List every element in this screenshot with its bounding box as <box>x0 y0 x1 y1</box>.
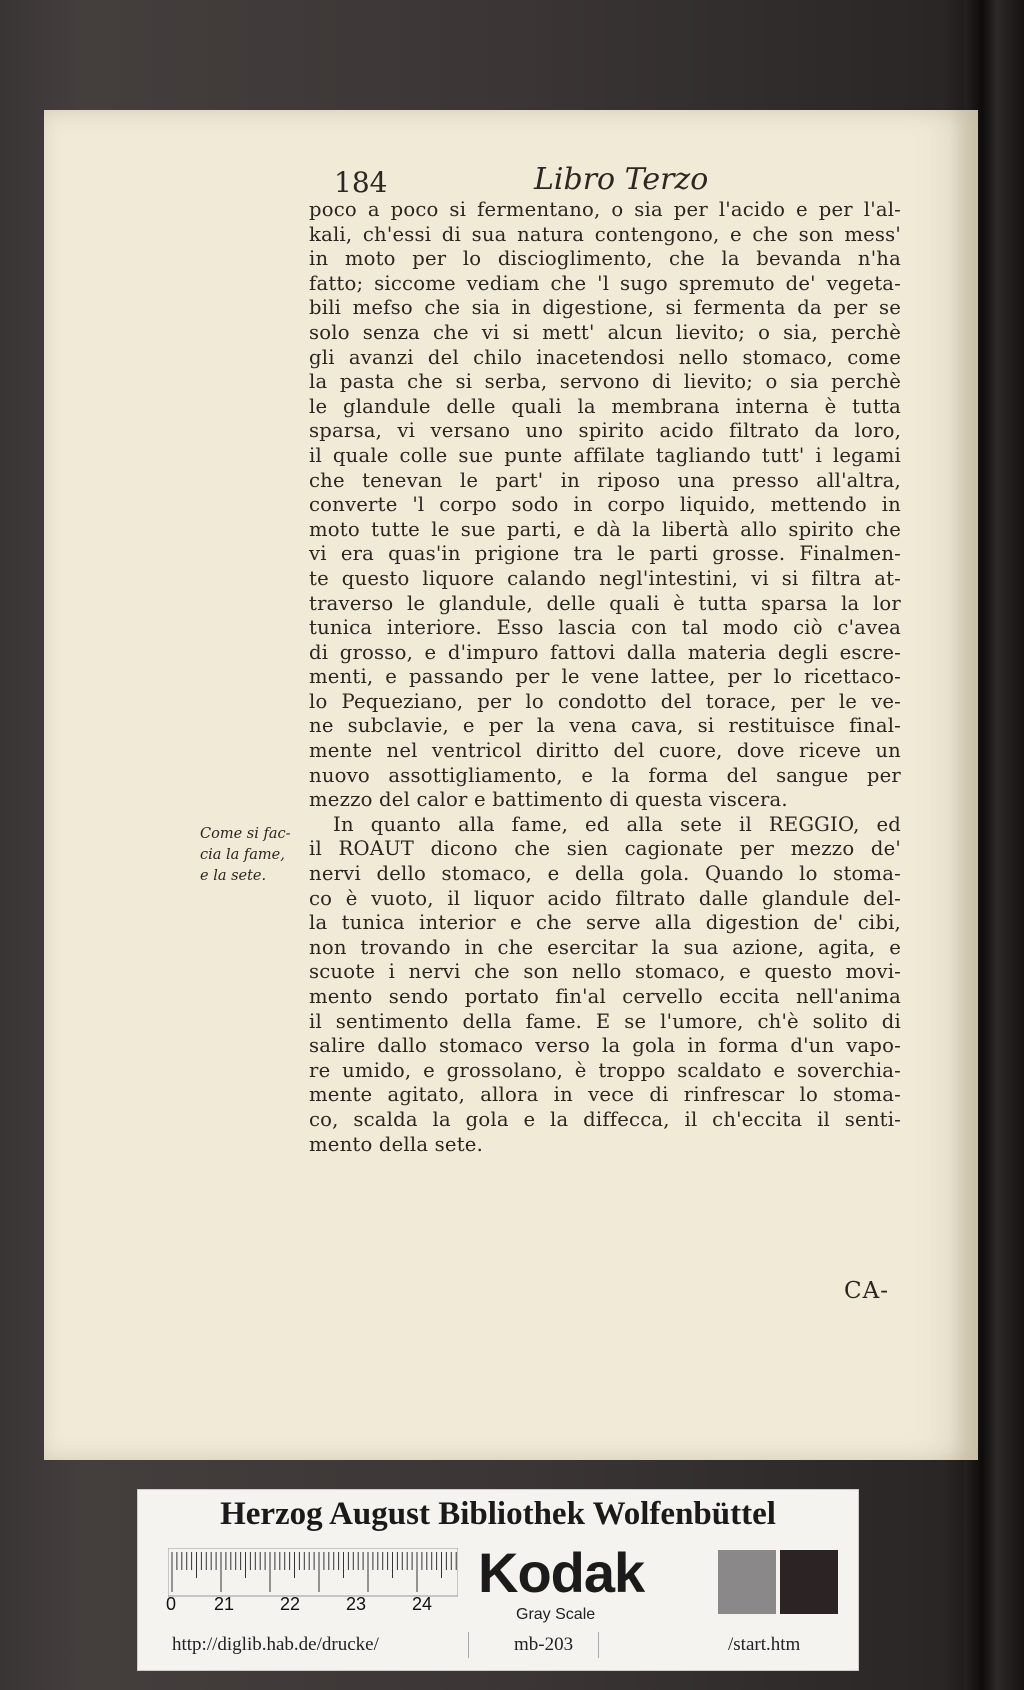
text-line: vi era quas'in prigione tra le parti grosse. Finalmen- <box>309 542 901 566</box>
text-line: mento sendo portato fin'al cervello eccita nell'anima <box>309 985 901 1008</box>
marginal-note <box>200 824 310 887</box>
item-code: mb-203 <box>514 1634 574 1655</box>
text-line: co è vuoto, il liquor acido filtrato dalle glandule del- <box>309 886 901 910</box>
text-line: fatto; siccome vediam che 'l sugo spremuto de' vegeta- <box>309 271 901 295</box>
marginal-note-line: Come si fac- <box>200 826 291 842</box>
text-line: lo Pequeziano, per lo condotto del torace, per le ve- <box>309 689 901 713</box>
card-footer <box>138 1628 858 1664</box>
text-line: scuote i nervi che son nello stomaco, e questo movi- <box>309 960 901 984</box>
catchword: CA- <box>844 1278 889 1304</box>
text-line: moto tutte le sue parti, e dà la libertà allo spirito che <box>309 517 901 541</box>
book-page <box>44 110 978 1460</box>
text-line: mezzo del calor e battimento di questa viscera. <box>309 788 788 812</box>
running-title: Libro Terzo <box>534 162 709 197</box>
text-line: la tunica interior e che serve alla digestion de' cibi, <box>309 911 901 935</box>
start-path: /start.htm <box>728 1634 801 1655</box>
marginal-note-line: e la sete. <box>200 868 267 884</box>
source-url: http://diglib.hab.de/drucke/ <box>172 1634 379 1655</box>
ruler-label: 24 <box>412 1594 433 1614</box>
text-line: il sentimento della fame. E se l'umore, ch'è solito di <box>309 1009 901 1033</box>
kodak-logo: Kodak <box>478 1541 645 1604</box>
text-line: sparsa, vi versano uno spirito acido filtrato da loro, <box>309 419 901 443</box>
text-line: non trovando in che esercitar la sua azione, agita, e <box>309 935 901 959</box>
page-gutter-shadow <box>950 110 978 1460</box>
text-line: salire dallo stomaco verso la gola in forma d'un vapo- <box>309 1034 901 1058</box>
text-line: mente agitato, allora in vece di rinfrescar lo stoma- <box>309 1083 901 1107</box>
text-line: mente nel ventricol diritto del cuore, dove riceve un <box>309 739 901 763</box>
ruler-label: 22 <box>280 1594 301 1614</box>
library-calibration-card <box>137 1489 859 1671</box>
text-line: converte 'l corpo sodo in corpo liquido, mettendo in <box>309 493 901 517</box>
gray-swatch <box>718 1550 776 1614</box>
gray-scale-label: Gray Scale <box>516 1606 596 1623</box>
page-number: 184 <box>334 166 388 199</box>
footer-divider <box>468 1632 469 1658</box>
text-line: nuovo assottigliamento, e la forma del sangue per <box>309 763 901 787</box>
text-line: te questo liquore calando negl'intestini, vi si filtra at- <box>309 566 901 590</box>
text-line: nervi dello stomaco, e della gola. Quando lo stoma- <box>309 862 901 886</box>
text-line: menti, e passando per le vene lattee, per lo ricettaco- <box>309 665 901 689</box>
text-line: le glandule delle quali la membrana interna è tutta <box>309 394 901 418</box>
dark-swatch <box>780 1550 838 1614</box>
text-line: di grosso, e d'impuro fattovi dalla materia degli escre- <box>309 640 901 664</box>
text-line: in moto per lo discioglimento, che la bevanda n'ha <box>309 247 901 271</box>
text-line: co, scalda la gola e la diffecca, il ch'eccita il senti- <box>309 1107 901 1131</box>
ruler-label: 21 <box>214 1594 235 1614</box>
text-line: mento della sete. <box>309 1132 484 1156</box>
text-line: gli avanzi del chilo inacetendosi nello stomaco, come <box>309 345 901 369</box>
ruler-labels <box>166 1594 486 1616</box>
text-line: ne subclavie, e per la vena cava, si restituisce final- <box>309 714 901 738</box>
body-text <box>309 198 901 1157</box>
text-line: tunica interiore. Esso lascia con tal modo ciò c'avea <box>309 616 901 640</box>
text-line: bili mefso che sia in digestione, si fermenta da per se <box>309 296 901 320</box>
text-line: il quale colle sue punte affilate tagliando tutt' i legami <box>309 443 901 467</box>
text-line: che tenevan le part' in riposo una presso all'altra, <box>309 468 901 492</box>
text-line: poco a poco si fermentano, o sia per l'acido e per l'al- <box>309 198 901 221</box>
footer-divider <box>598 1632 599 1658</box>
text-line: la pasta che si serba, servono di lievito; o sia perchè <box>309 370 901 394</box>
text-line: In quanto alla fame, ed alla sete il REGGIO, ed <box>333 812 901 836</box>
marginal-note-line: cia la fame, <box>200 847 285 863</box>
text-line: re umido, e grossolano, è troppo scaldato e soverchia- <box>309 1058 901 1082</box>
text-line: kali, ch'essi di sua natura contengono, e che son mess' <box>309 222 901 246</box>
ruler-label: 0 <box>166 1594 177 1614</box>
text-line: traverso le glandule, delle quali è tutta sparsa la lor <box>309 591 901 615</box>
ruler-label: 23 <box>346 1594 367 1614</box>
text-line: solo senza che vi si mett' alcun lievito; o sia, perchè <box>309 320 901 344</box>
library-name: Herzog August Bibliothek Wolfenbüttel <box>220 1496 776 1532</box>
text-line: il ROAUT dicono che sien cagionate per mezzo de' <box>309 837 901 861</box>
